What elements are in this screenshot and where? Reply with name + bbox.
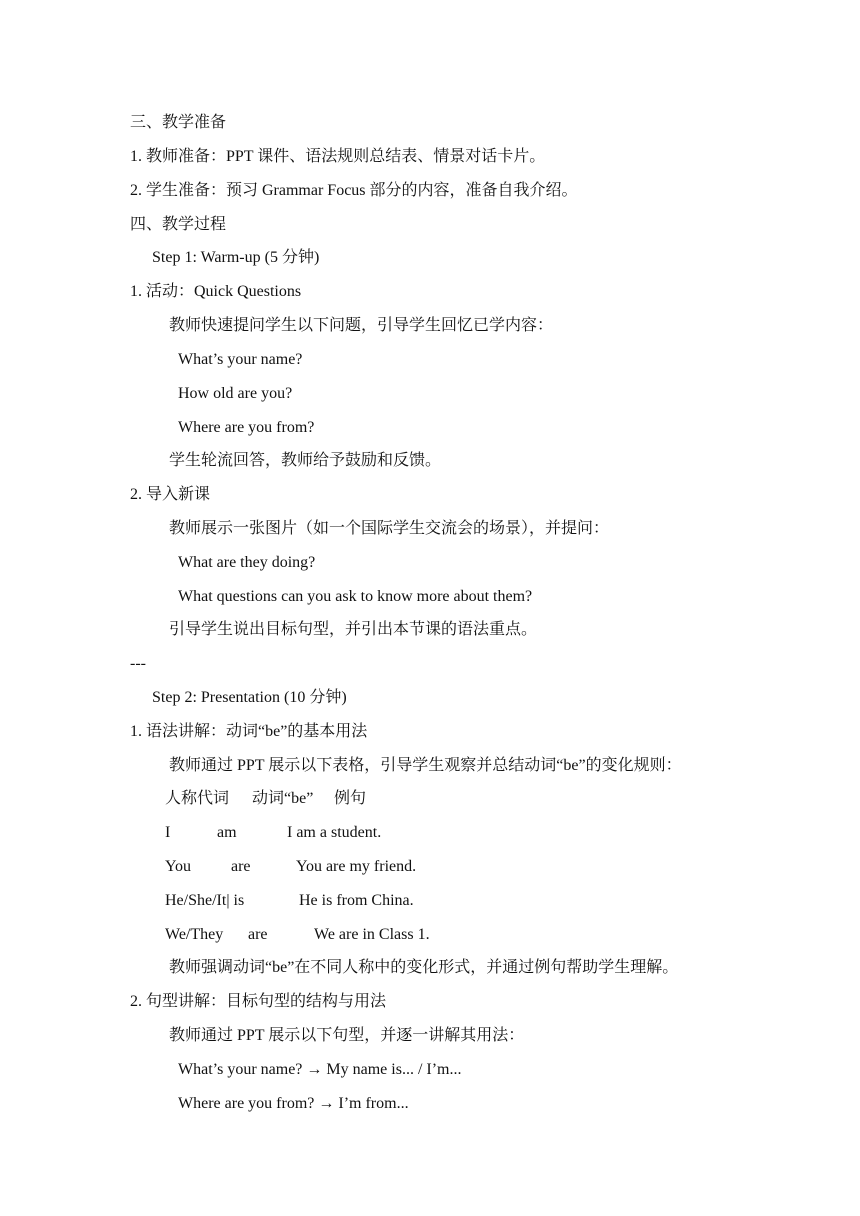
table-cell-verb: are xyxy=(231,858,251,875)
text-line: 1. 语法讲解：动词“be”的基本用法 xyxy=(130,723,368,740)
table-header-pronoun: 人称代词 xyxy=(165,790,230,807)
text-line: 教师强调动词“be”在不同人称中的变化形式，并通过例句帮助学生理解。 xyxy=(169,959,679,976)
section-heading-process: 四、教学过程 xyxy=(130,216,227,233)
text-line: 教师通过 PPT 展示以下句型，并逐一讲解其用法： xyxy=(169,1027,525,1044)
text-line: 2. 句型讲解：目标句型的结构与用法 xyxy=(130,993,387,1010)
separator-text: --- xyxy=(130,655,146,672)
text-line: 引导学生说出目标句型，并引出本节课的语法重点。 xyxy=(169,621,538,638)
section-heading-preparation: 三、教学准备 xyxy=(130,114,227,131)
text-line: 1. 活动：Quick Questions xyxy=(130,283,302,300)
text-line: 1. 教师准备：PPT 课件、语法规则总结表、情景对话卡片。 xyxy=(130,148,546,165)
table-header-verb: 动词“be” xyxy=(252,790,314,807)
example-sentence: What’s your name? → My name is... / I’m... xyxy=(178,1061,462,1078)
example-question: What are they doing? xyxy=(178,554,316,571)
text-line: 教师通过 PPT 展示以下表格，引导学生观察并总结动词“be”的变化规则： xyxy=(169,757,682,774)
step-heading: Step 1: Warm-up (5 分钟) xyxy=(152,249,320,266)
table-cell-pronoun: He/She/It| is xyxy=(165,892,245,909)
table-cell-pronoun: I xyxy=(165,824,171,841)
example-question: How old are you? xyxy=(178,385,293,402)
text-line: 教师快速提问学生以下问题，引导学生回忆已学内容： xyxy=(169,317,554,334)
example-question: What’s your name? xyxy=(178,351,303,368)
table-cell-example: You are my friend. xyxy=(296,858,417,875)
text-line: 2. 导入新课 xyxy=(130,486,211,503)
table-cell-example: I am a student. xyxy=(287,824,382,841)
table-cell-pronoun: We/They xyxy=(165,926,224,943)
table-cell-pronoun: You xyxy=(165,858,191,875)
table-cell-example: He is from China. xyxy=(299,892,414,909)
example-question: Where are you from? xyxy=(178,419,315,436)
text-line: 学生轮流回答，教师给予鼓励和反馈。 xyxy=(169,452,442,469)
example-sentence: Where are you from? → I’m from... xyxy=(178,1095,409,1112)
table-header-example: 例句 xyxy=(334,790,367,807)
table-cell-example: We are in Class 1. xyxy=(314,926,430,943)
table-cell-verb: are xyxy=(248,926,268,943)
text-line: 2. 学生准备：预习 Grammar Focus 部分的内容，准备自我介绍。 xyxy=(130,182,578,199)
text-line: 教师展示一张图片（如一个国际学生交流会的场景），并提问： xyxy=(169,520,610,537)
step-heading: Step 2: Presentation (10 分钟) xyxy=(152,689,347,706)
example-question: What questions can you ask to know more about them? xyxy=(178,588,533,605)
table-cell-verb: am xyxy=(217,824,237,841)
